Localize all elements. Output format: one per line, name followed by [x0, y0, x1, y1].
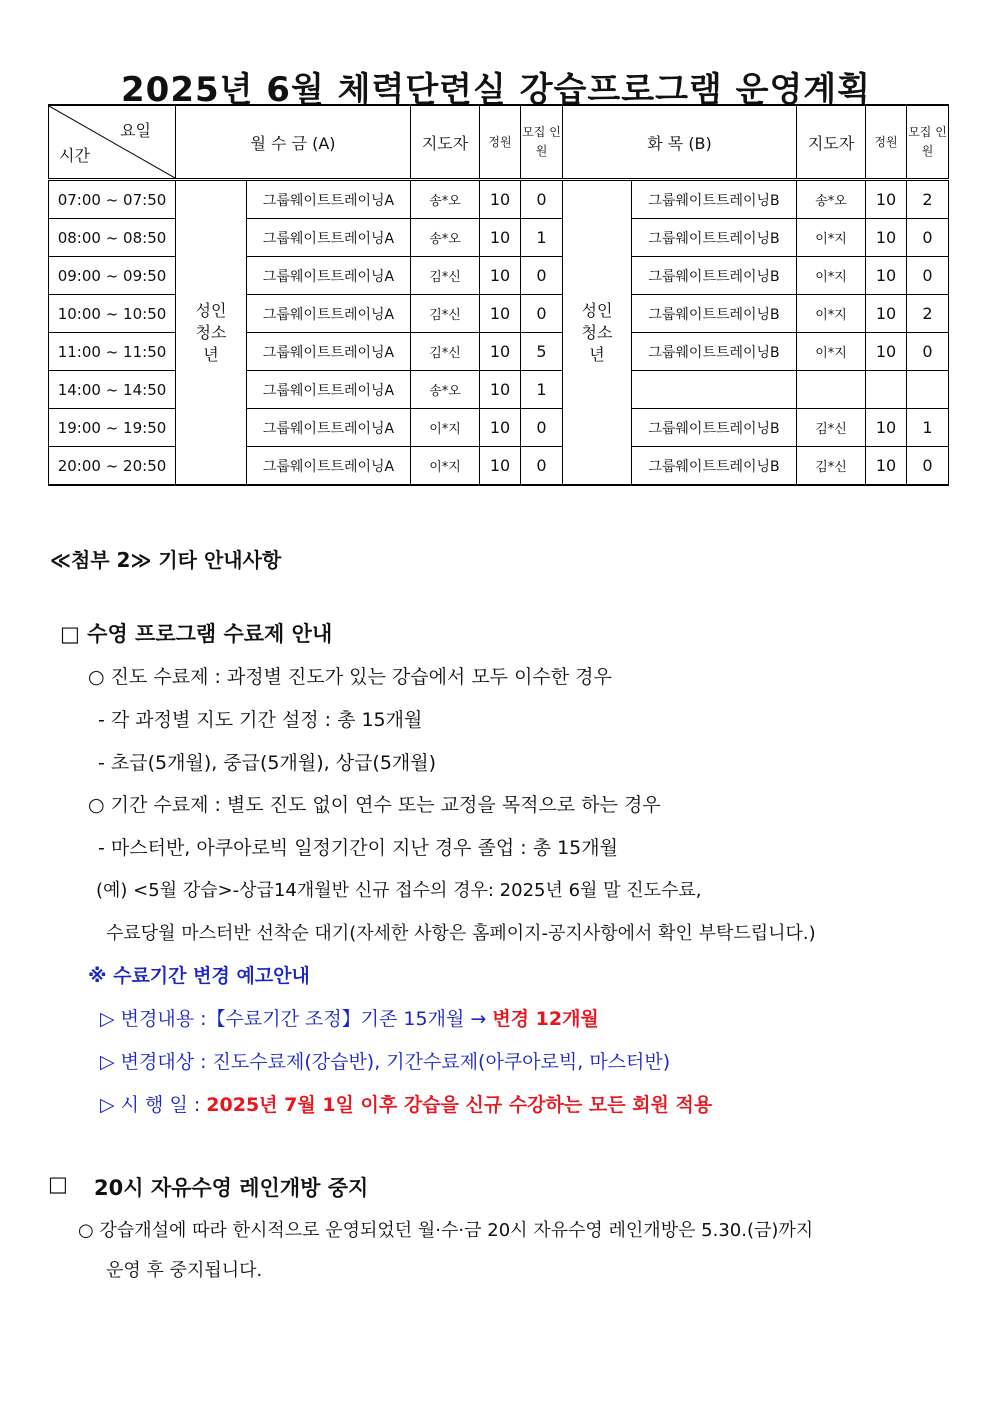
instructor-b-cell: 송*오	[797, 180, 866, 219]
instructor-b-header: 지도자	[797, 105, 866, 180]
instructor-b-cell: 이*지	[797, 219, 866, 257]
capacity-b-cell: 10	[866, 447, 907, 486]
program-a-cell: 그룹웨이트트레이닝A	[247, 219, 411, 257]
change-content-text: ▷ 변경내용 :【수료기간 조정】기존 15개월 →	[100, 1008, 493, 1030]
time-cell: 09:00 ~ 09:50	[49, 257, 176, 295]
time-cell: 10:00 ~ 10:50	[49, 295, 176, 333]
time-cell: 11:00 ~ 11:50	[49, 333, 176, 371]
capacity-a-cell: 10	[480, 371, 521, 409]
capacity-a-cell: 10	[480, 219, 521, 257]
section2-box-icon: □	[48, 1172, 68, 1196]
program-b-cell: 그룹웨이트트레이닝B	[632, 409, 797, 447]
capacity-a-cell: 10	[480, 295, 521, 333]
page-title: 2025년 6월 체력단련실 강습프로그램 운영계획	[121, 70, 871, 110]
attachment-heading: ≪첨부 2≫ 기타 안내사항	[50, 548, 282, 572]
group-b-header: 화 목 (B)	[563, 105, 797, 180]
change-content-highlight: 변경 12개월	[492, 1008, 599, 1030]
program-b-cell: 그룹웨이트트레이닝B	[632, 333, 797, 371]
recruit-a-cell: 0	[521, 180, 563, 219]
program-a-cell: 그룹웨이트트레이닝A	[247, 409, 411, 447]
program-a-cell: 그룹웨이트트레이닝A	[247, 295, 411, 333]
capacity-a-cell: 10	[480, 333, 521, 371]
instructor-a-cell: 김*신	[411, 295, 480, 333]
capacity-b-cell: 10	[866, 409, 907, 447]
capacity-b-cell: 10	[866, 295, 907, 333]
recruit-b-cell: 2	[907, 180, 949, 219]
recruit-a-cell: 1	[521, 219, 563, 257]
change-target-line: ▷ 변경대상 : 진도수료제(강습반), 기간수료제(아쿠아로빅, 마스터반)	[100, 1051, 671, 1073]
instructor-a-cell: 송*오	[411, 180, 480, 219]
instructor-a-cell: 이*지	[411, 447, 480, 486]
recruit-a-cell: 0	[521, 295, 563, 333]
section1-line: - 마스터반, 아쿠아로빅 일정기간이 지난 경우 졸업 : 총 15개월	[98, 837, 618, 859]
capacity-b-cell: 10	[866, 219, 907, 257]
instructor-b-cell: 이*지	[797, 257, 866, 295]
instructor-a-cell: 송*오	[411, 219, 480, 257]
program-a-cell: 그룹웨이트트레이닝A	[247, 447, 411, 486]
section1-line: - 초급(5개월), 중급(5개월), 상급(5개월)	[98, 752, 437, 774]
section1-line: ○ 기간 수료제 : 별도 진도 없이 연수 또는 교정을 목적으로 하는 경우	[88, 794, 661, 816]
capacity-a-cell: 10	[480, 257, 521, 295]
section2-line: 운영 후 중지됩니다.	[106, 1260, 263, 1281]
target-a-cell: 성인 청소년	[176, 180, 247, 486]
section1-line: 수료당월 마스터반 선착순 대기(자세한 사항은 홈페이지-공지사항에서 확인 부탁드립니다.)	[106, 923, 816, 944]
section1-line: - 각 과정별 지도 기간 설정 : 총 15개월	[98, 709, 423, 731]
capacity-a-header: 정원	[480, 105, 521, 180]
recruit-b-cell: 0	[907, 333, 949, 371]
program-b-cell: 그룹웨이트트레이닝B	[632, 447, 797, 486]
recruit-a-cell: 0	[521, 409, 563, 447]
recruit-b-cell: 0	[907, 257, 949, 295]
recruit-b-cell	[907, 371, 949, 409]
effective-date-line	[100, 1090, 712, 1117]
capacity-a-cell: 10	[480, 409, 521, 447]
recruit-a-cell: 5	[521, 333, 563, 371]
instructor-b-cell	[797, 371, 866, 409]
capacity-b-cell: 10	[866, 257, 907, 295]
program-a-cell: 그룹웨이트트레이닝A	[247, 257, 411, 295]
instructor-a-cell: 김*신	[411, 333, 480, 371]
instructor-a-header: 지도자	[411, 105, 480, 180]
change-notice-heading: ※ 수료기간 변경 예고안내	[88, 965, 310, 987]
table-header-row	[49, 105, 949, 180]
section1-line: ○ 진도 수료제 : 과정별 진도가 있는 강습에서 모두 이수한 경우	[88, 666, 612, 688]
time-label: 시간	[59, 146, 90, 165]
capacity-b-header: 정원	[866, 105, 907, 180]
section2-heading: 20시 자유수영 레인개방 중지	[94, 1176, 369, 1200]
effective-date-highlight: 2025년 7월 1일 이후 강습을 신규 수강하는 모든 회원 적용	[206, 1094, 713, 1116]
group-a-header: 월 수 금 (A)	[176, 105, 411, 180]
instructor-b-cell: 이*지	[797, 295, 866, 333]
schedule-table	[48, 104, 949, 486]
recruit-b-header: 모집 인원	[907, 105, 949, 180]
recruit-a-header: 모집 인원	[521, 105, 563, 180]
instructor-b-cell: 김*신	[797, 409, 866, 447]
capacity-b-cell: 10	[866, 333, 907, 371]
time-cell: 19:00 ~ 19:50	[49, 409, 176, 447]
effective-date-label: ▷ 시 행 일 :	[100, 1094, 207, 1116]
recruit-b-cell: 2	[907, 295, 949, 333]
table-row	[49, 180, 949, 219]
section1-line: (예) <5월 강습>-상급14개월반 신규 접수의 경우: 2025년 6월 말 진도수료,	[96, 880, 702, 901]
section2-line: ○ 강습개설에 따라 한시적으로 운영되었던 월·수·금 20시 자유수영 레인개방은 5.30.(금)까지	[78, 1220, 814, 1241]
instructor-a-cell: 김*신	[411, 257, 480, 295]
day-label: 요일	[120, 121, 151, 140]
recruit-b-cell: 0	[907, 447, 949, 486]
recruit-a-cell: 1	[521, 371, 563, 409]
time-cell: 14:00 ~ 14:50	[49, 371, 176, 409]
capacity-b-cell	[866, 371, 907, 409]
instructor-a-cell: 송*오	[411, 371, 480, 409]
instructor-b-cell: 김*신	[797, 447, 866, 486]
program-a-cell: 그룹웨이트트레이닝A	[247, 180, 411, 219]
capacity-b-cell: 10	[866, 180, 907, 219]
capacity-a-cell: 10	[480, 180, 521, 219]
recruit-a-cell: 0	[521, 257, 563, 295]
recruit-b-cell: 0	[907, 219, 949, 257]
capacity-a-cell: 10	[480, 447, 521, 486]
recruit-b-cell: 1	[907, 409, 949, 447]
time-cell: 07:00 ~ 07:50	[49, 180, 176, 219]
program-b-cell: 그룹웨이트트레이닝B	[632, 180, 797, 219]
program-b-cell: 그룹웨이트트레이닝B	[632, 257, 797, 295]
program-b-cell	[632, 371, 797, 409]
instructor-b-cell: 이*지	[797, 333, 866, 371]
time-cell: 08:00 ~ 08:50	[49, 219, 176, 257]
change-content-line	[100, 1004, 599, 1031]
program-b-cell: 그룹웨이트트레이닝B	[632, 295, 797, 333]
recruit-a-cell: 0	[521, 447, 563, 486]
instructor-a-cell: 이*지	[411, 409, 480, 447]
program-b-cell: 그룹웨이트트레이닝B	[632, 219, 797, 257]
diagonal-header-cell	[49, 105, 176, 180]
target-b-cell: 성인 청소년	[563, 180, 632, 486]
section1-heading: □ 수영 프로그램 수료제 안내	[60, 622, 333, 646]
program-a-cell: 그룹웨이트트레이닝A	[247, 333, 411, 371]
time-cell: 20:00 ~ 20:50	[49, 447, 176, 486]
program-a-cell: 그룹웨이트트레이닝A	[247, 371, 411, 409]
